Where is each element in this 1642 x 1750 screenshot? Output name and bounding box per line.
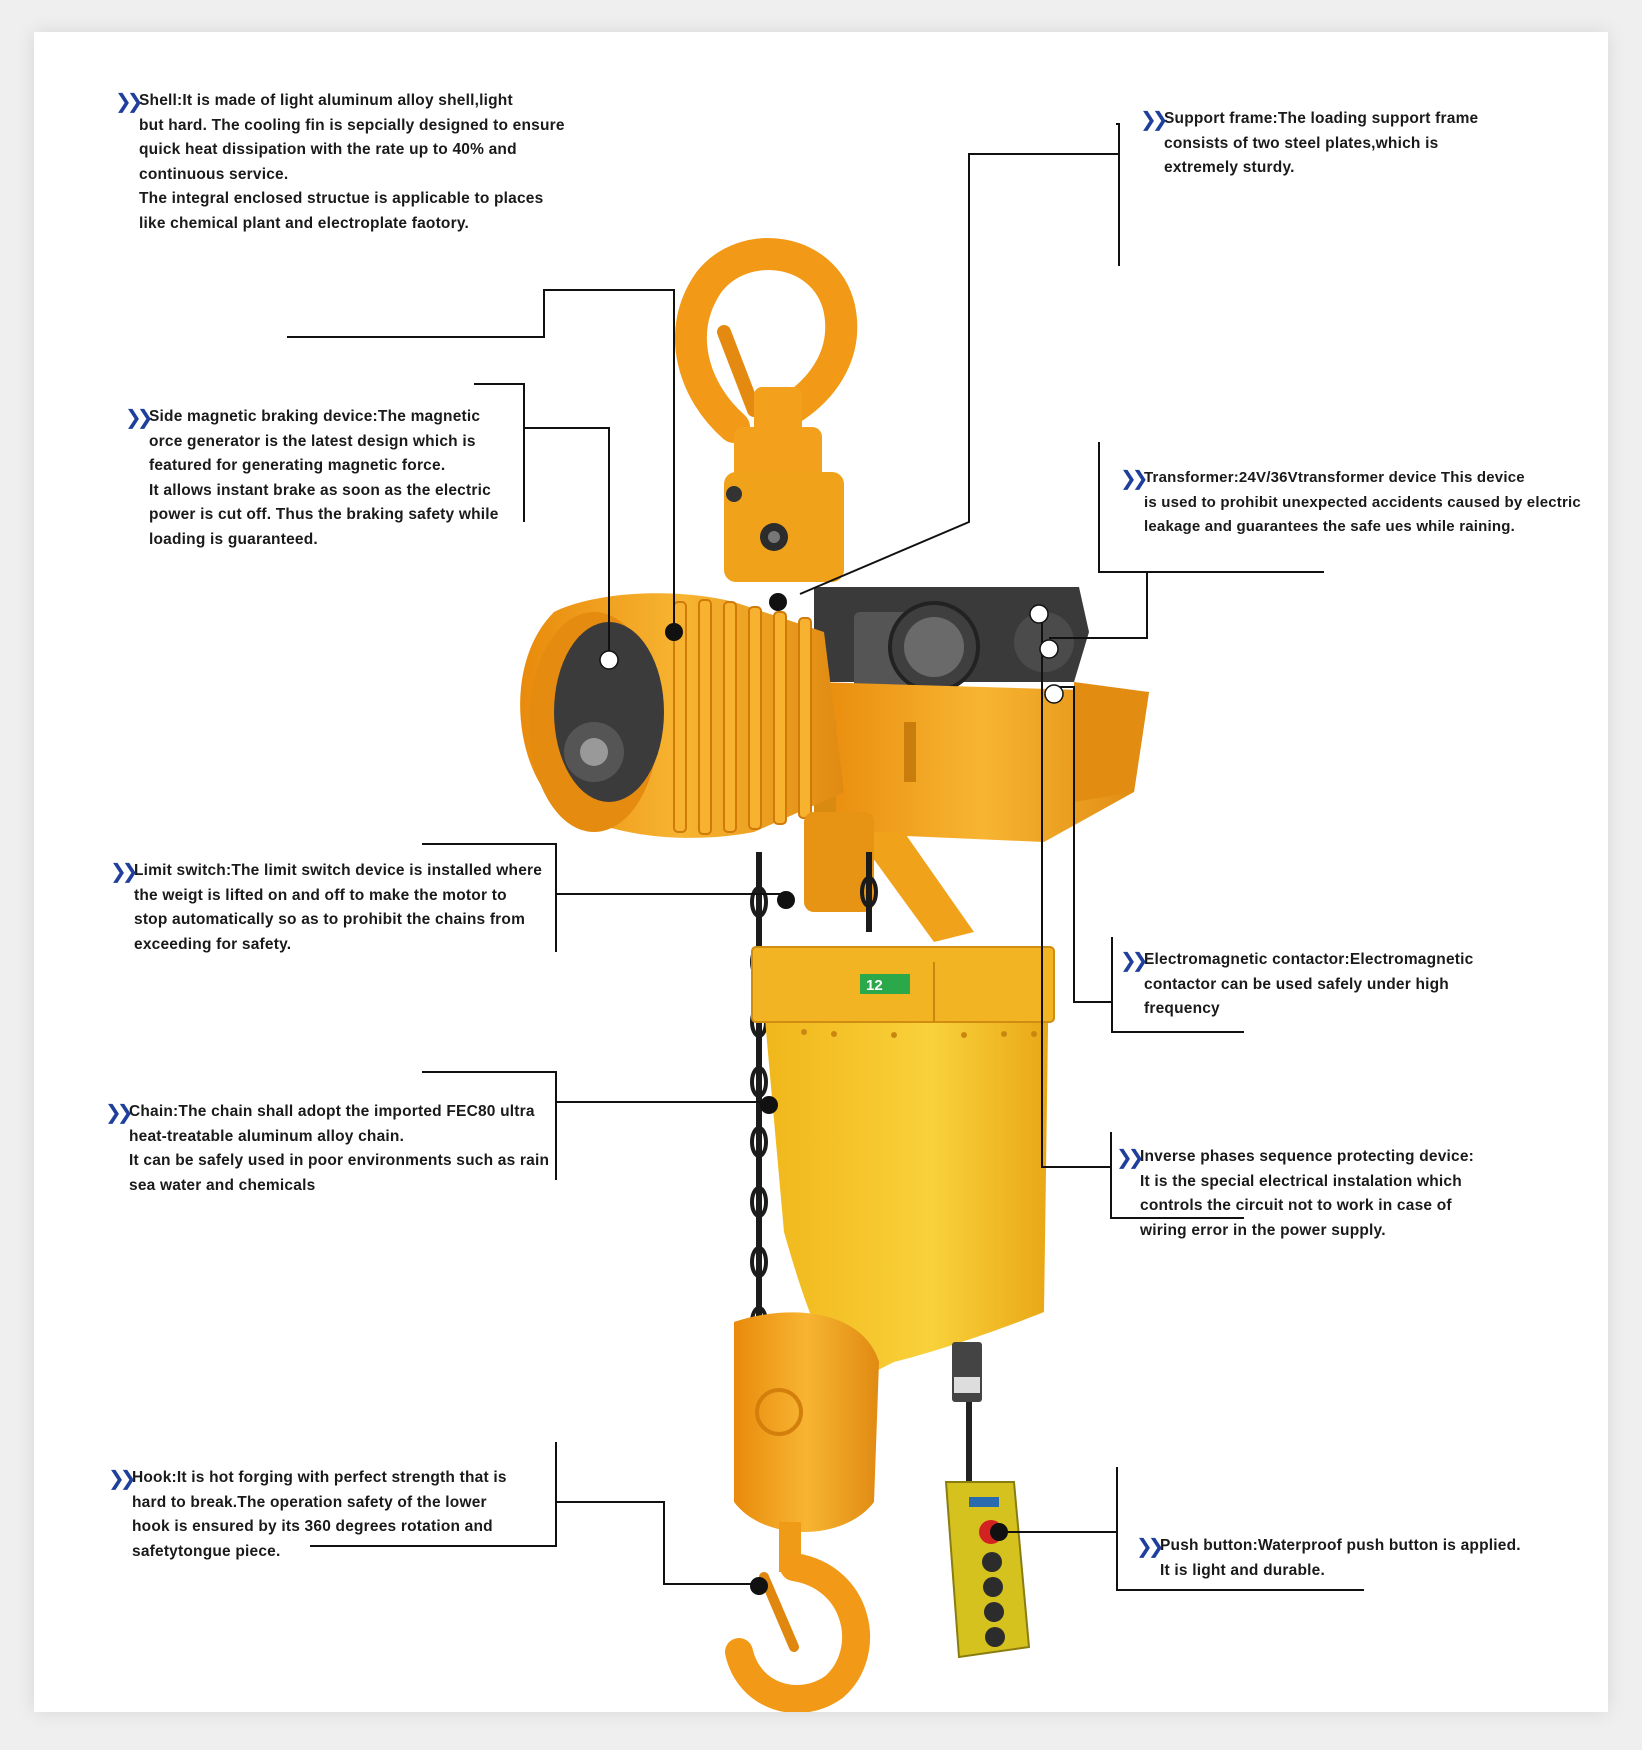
dot-contactor — [1045, 685, 1063, 703]
leader-shell — [539, 290, 674, 632]
top-hook — [691, 254, 844, 582]
double-chevron-icon: ❯❯ — [110, 861, 134, 883]
dot-hook — [750, 1577, 768, 1595]
callout-inverse-phases: ❯❯ Inverse phases sequence protecting device: It is the special electrical instalation which controls the circuit not to work in case of wiring error in the power supply. — [1116, 1147, 1475, 1239]
diagram-canvas — [34, 32, 1608, 1712]
double-chevron-icon: ❯❯ — [1116, 1147, 1140, 1169]
double-chevron-icon: ❯❯ — [1120, 950, 1144, 972]
callout-shell: ❯❯ Shell:It is made of light aluminum alloy shell,light but hard. The cooling fin is sepcially designed to ensure quick heat dissipation with the rate up to 40% and continuous service. The integral enclosed structue is applicable to places like chemical plant and electroplate faotory. — [115, 91, 565, 232]
dot-transformer-2 — [1040, 640, 1058, 658]
leader-support-frame — [1116, 124, 1119, 266]
dot-chain — [760, 1096, 778, 1114]
callout-side-magnetic-braking: ❯❯ Side magnetic braking device:The magnetic orce generator is the latest design which is featured for generating magnetic force. It allows instant brake as soon as the electric power is cut off. Thus the braking safety while loading is guaranteed. — [125, 407, 499, 548]
dot-braking — [600, 651, 618, 669]
pendant-control — [946, 1342, 1029, 1657]
double-chevron-icon: ❯❯ — [115, 91, 139, 113]
dot-support-frame — [769, 593, 787, 611]
double-chevron-icon: ❯❯ — [105, 1102, 129, 1124]
double-chevron-icon: ❯❯ — [1136, 1536, 1160, 1558]
chain-bag-tag: 12 — [866, 977, 883, 994]
callout-transformer: ❯❯ Transformer:24V/36Vtransformer device This device is used to prohibit unexpected accidents caused by electric leakage and guarantees the safe ues while raining. — [1120, 468, 1581, 535]
dot-limit-switch — [777, 891, 795, 909]
double-chevron-icon: ❯❯ — [1140, 109, 1164, 131]
double-chevron-icon: ❯❯ — [108, 1468, 132, 1490]
double-chevron-icon: ❯❯ — [1120, 468, 1144, 490]
gearbox-body — [814, 587, 1149, 842]
dot-transformer-1 — [1030, 605, 1048, 623]
callout-electromagnetic-contactor: ❯❯ Electromagnetic contactor:Electromagnetic contactor can be used safely under high frequency — [1120, 950, 1474, 1017]
callout-chain: ❯❯ Chain:The chain shall adopt the imported FEC80 ultra heat-treatable aluminum alloy chain. It can be safely used in poor environments such as rain sea water and chemicals — [105, 1102, 550, 1194]
bottom-hook — [734, 1312, 879, 1699]
callout-support-frame: ❯❯ Support frame:The loading support frame consists of two steel plates,which is extremely sturdy. — [1140, 109, 1479, 176]
dot-push-button — [990, 1523, 1008, 1541]
callout-hook: ❯❯ Hook:It is hot forging with perfect strength that is hard to break.The operation safety of the lower hook is ensured by its 360 degrees rotation and safetytongue piece. — [108, 1468, 507, 1560]
callout-push-button: ❯❯ Push button:Waterproof push button is applied. It is light and durable. — [1136, 1536, 1521, 1579]
double-chevron-icon: ❯❯ — [125, 407, 149, 429]
callout-limit-switch: ❯❯ Limit switch:The limit switch device is installed where the weigt is lifted on and off to make the motor to stop automatically so as to prohibit the chains from exceeding for safety. — [110, 861, 543, 953]
dot-shell — [665, 623, 683, 641]
